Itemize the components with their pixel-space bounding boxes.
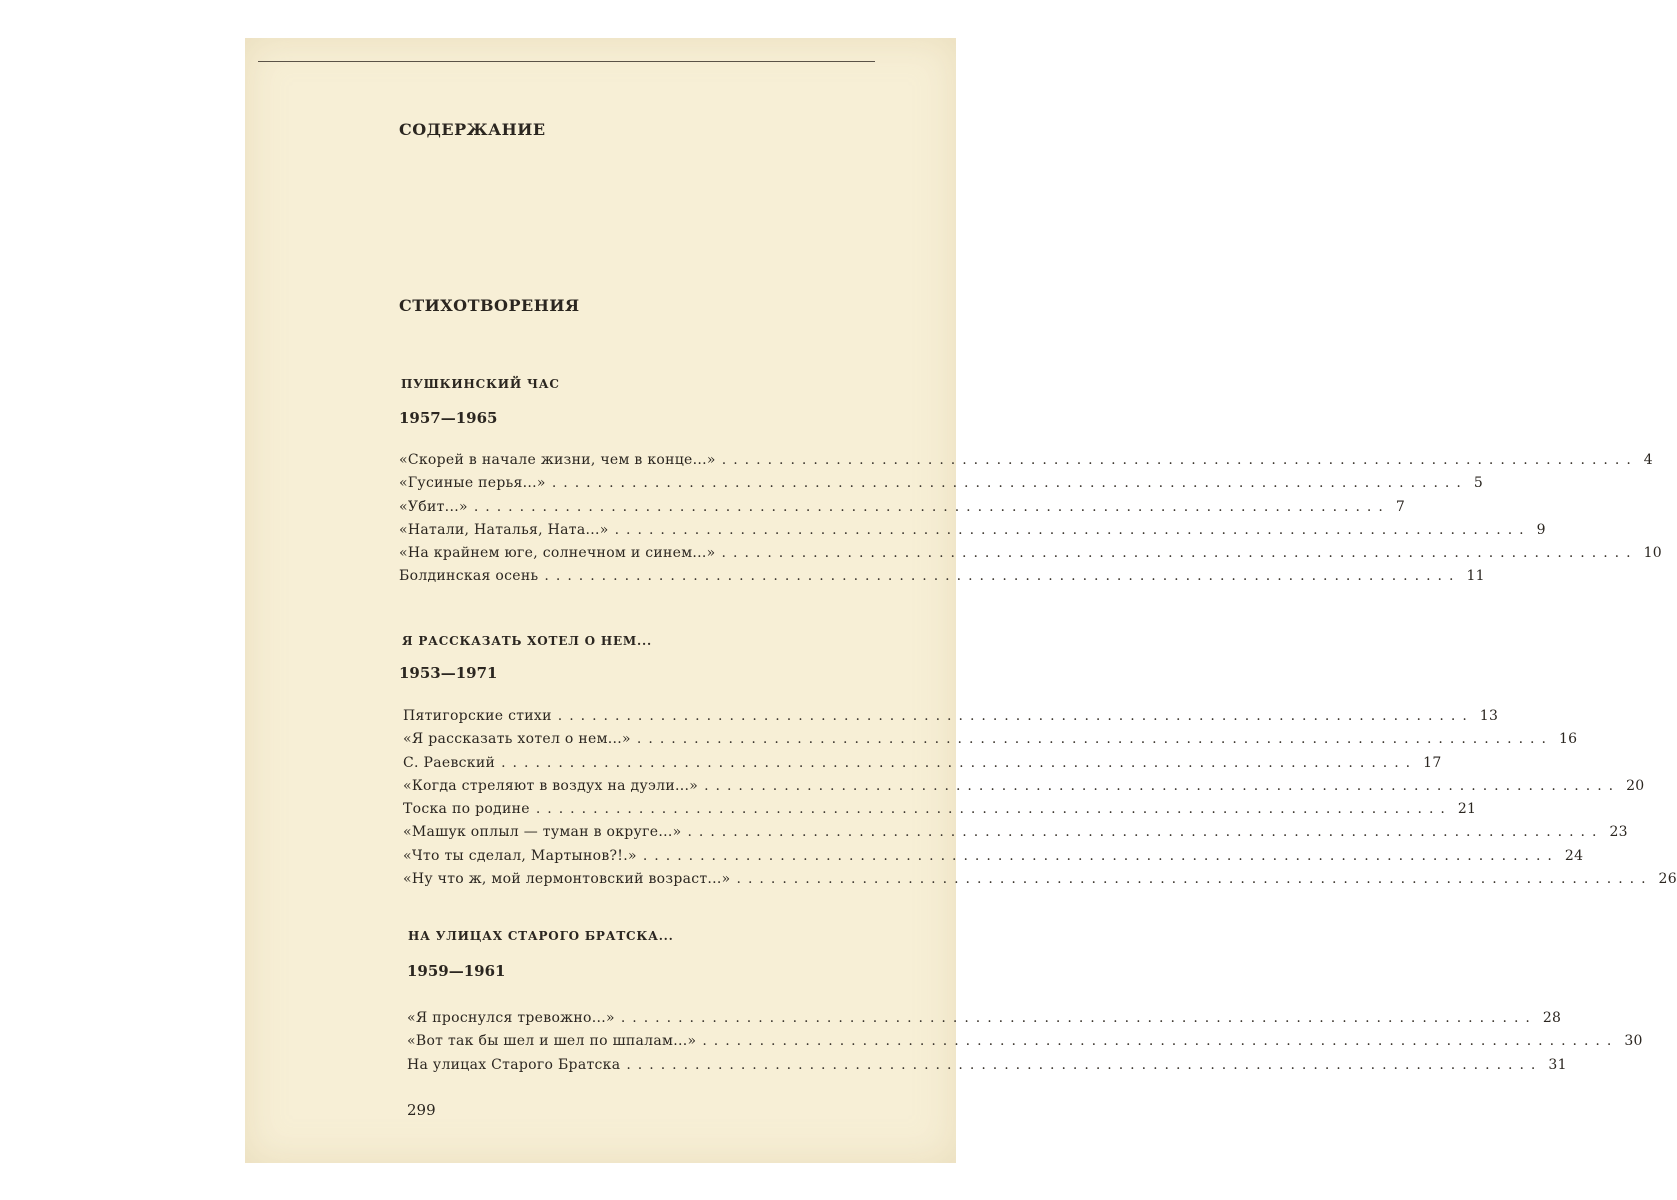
dot-leader: ................................................................................ [501,754,1418,771]
dot-leader: ................................................................................ [544,568,1461,585]
toc-entry-page: 28 [1542,1010,1562,1026]
toc-entry-page: 11 [1466,568,1485,585]
section-years: 1953—1971 [399,664,498,682]
toc-entry-title: Пятигорские стихи [403,708,552,724]
toc-entry-page: 24 [1564,847,1584,864]
toc-entry [407,1030,1643,1053]
toc-entry [403,705,1499,728]
toc-entry-title: «Натали, Наталья, Ната...» [399,521,609,538]
toc-entry [399,472,1484,495]
toc-list [399,449,1662,589]
toc-entry [399,542,1662,565]
toc-entry [403,798,1477,821]
toc-entry [403,775,1645,798]
dot-leader: ................................................................................ [636,731,1553,748]
dot-leader: ................................................................................ [642,847,1559,864]
contents-title: СОДЕРЖАНИЕ [399,120,546,139]
toc-list [407,1007,1643,1077]
toc-entry-page: 17 [1423,754,1442,771]
toc-list [403,705,1677,891]
toc-entry-title: «На крайнем юге, солнечном и синем...» [399,545,716,562]
dot-leader: ................................................................................ [704,777,1621,794]
toc-entry-page: 10 [1643,545,1662,562]
toc-entry [399,565,1485,588]
poems-title: СТИХОТВОРЕНИЯ [399,296,580,315]
toc-entry-page: 5 [1473,475,1484,492]
toc-entry-page: 16 [1558,731,1578,748]
toc-entry [403,845,1584,868]
toc-entry [399,449,1653,472]
dot-leader: ................................................................................ [687,824,1604,841]
toc-entry-title: «Ну что ж, мой лермонтовский возраст...» [403,871,731,888]
section-years: 1957—1965 [399,409,498,427]
page-number: 299 [407,1101,436,1119]
toc-entry-page: 31 [1548,1056,1567,1073]
top-rule [258,61,875,62]
toc-entry-title: «Вот так бы шел и шел по шпалам...» [407,1033,697,1050]
toc-entry-title: «Машук оплыл — туман в округе...» [403,824,682,841]
toc-entry [403,752,1442,775]
toc-entry [403,868,1677,891]
dot-leader: ................................................................................ [620,1010,1537,1026]
dot-leader: ................................................................................ [702,1033,1619,1050]
toc-entry-page: 26 [1658,871,1677,888]
toc-entry-title: «Когда стреляют в воздух на дуэли...» [403,777,699,794]
toc-entry-page: 9 [1536,521,1546,538]
toc-entry-title: «Я рассказать хотел о нем...» [403,731,631,748]
dot-leader: ................................................................................ [473,498,1390,515]
toc-entry-title: С. Раевский [403,754,496,771]
toc-entry-page: 7 [1395,498,1406,515]
toc-entry-title: «Скорей в начале жизни, чем в конце...» [399,452,716,468]
toc-entry-title: «Гусиные перья...» [399,475,546,492]
toc-entry-page: 20 [1626,777,1645,794]
toc-entry-title: На улицах Старого Братска [407,1056,621,1073]
dot-leader: ................................................................................ [736,871,1653,888]
book-page [245,38,1677,1163]
section-title: ПУШКИНСКИЙ ЧАС [401,377,560,391]
toc-entry [407,1007,1562,1030]
toc-entry-title: «Убит...» [399,498,468,515]
dot-leader: ................................................................................ [535,801,1452,818]
toc-entry [399,519,1546,542]
toc-entry [403,728,1578,751]
toc-entry-page: 23 [1609,824,1628,841]
section-years: 1959—1961 [407,962,506,980]
toc-entry [407,1054,1567,1077]
toc-entry-page: 4 [1643,452,1653,468]
dot-leader: ................................................................................ [551,475,1468,492]
toc-entry-title: «Что ты сделал, Мартынов?!.» [403,847,637,864]
toc-entry-page: 13 [1479,708,1499,724]
dot-leader: ................................................................................ [721,545,1638,562]
toc-entry-page: 21 [1457,801,1477,818]
section-title: НА УЛИЦАХ СТАРОГО БРАТСКА... [408,929,674,943]
dot-leader: ................................................................................ [721,452,1638,468]
toc-entry-title: Тоска по родине [403,801,530,818]
dot-leader: ................................................................................ [557,708,1474,724]
toc-entry [403,821,1628,844]
toc-entry-page: 30 [1624,1033,1643,1050]
toc-entry-title: Болдинская осень [399,568,539,585]
toc-entry [399,496,1406,519]
dot-leader: ................................................................................ [626,1056,1543,1073]
toc-entry-title: «Я проснулся тревожно...» [407,1010,615,1026]
dot-leader: ................................................................................ [614,521,1531,538]
section-title: Я РАССКАЗАТЬ ХОТЕЛ О НЕМ... [402,634,652,648]
